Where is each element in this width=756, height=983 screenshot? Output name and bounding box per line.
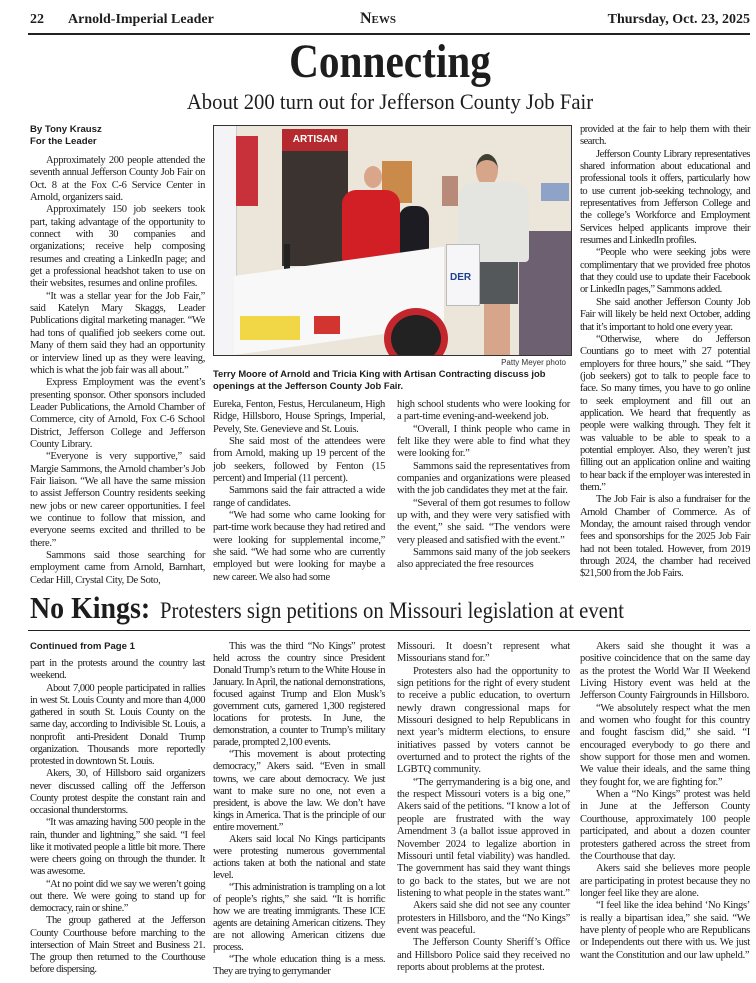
byline — [30, 124, 102, 148]
seated-person — [399, 206, 429, 254]
article-paragraph: high school students who were looking for a part-time evening-and-weekend job. — [397, 399, 570, 423]
story1-column-3 — [397, 399, 570, 572]
article-paragraph: Sammons said the representatives from companies and organizations were pleased with the job candidates they met at the fair. — [397, 460, 570, 497]
article-paragraph: “Otherwise, where do Jefferson Countians go to meet with 27 potential employers for three hours,” she said. “They (job seekers) got to talk to people face to face. So many times, you have to go online to seek employment and fill out an application. We heard that frequently as people were walking through. They felt it was valuable to be able to speak to a potential employer. Also, they weren’t just filling out an application online and waiting to hear back if the employer was interested in them.” — [580, 333, 750, 493]
story1-headline: Connecting — [289, 35, 491, 88]
article-paragraph: “The whole education thing is a mess. They are trying to gerrymander — [213, 954, 385, 978]
article-paragraph: “It was a stellar year for the Job Fair,” said Katelyn Mary Skaggs, Leader Publications digital marketing manager. “We had tons of qualified job seekers come out. Many of them said they had an opportunity or interview lined up as they were leaving, which is what the job fair was all about.” — [30, 290, 205, 376]
publication-name: Arnold-Imperial Leader — [68, 12, 214, 27]
article-paragraph: “This movement is about protecting democracy,” Akers said. “Even in small towns, we care about democracy. We just want to make sure no one, not even a president, is above the law. We don’t have kings in America. That is the principle of our entire movement.” — [213, 749, 385, 833]
article-paragraph: Sammons said those searching for employment came from Arnold, Barnhart, Cedar Hill, Crystal City, De Soto, — [30, 550, 205, 586]
woman-red-shirt — [342, 190, 400, 262]
job-fair-photo — [213, 125, 572, 356]
article-paragraph: Akers said local No Kings participants were protesting numerous governmental actions taken at both the national and state level. — [213, 833, 385, 881]
story2-headline-text: Protesters sign petitions on Missouri legislation at event — [159, 598, 624, 623]
byline-author: By Tony Krausz — [30, 124, 102, 135]
article-paragraph: Akers, 30, of Hillsboro said organizers never discussed calling off the Jefferson County protest despite the constant rain and occasional thunderstorms. — [30, 768, 205, 816]
story2-rule — [28, 630, 750, 631]
tote-bag-text: DER — [450, 272, 472, 283]
article-paragraph: Akers said she thought it was a positive coincidence that on the same day as the protest the World War II Weekend Living History event was held at the Jefferson County Fairgrounds in Hillsboro. — [580, 641, 750, 702]
article-paragraph: When a “No Kings” protest was held in June at the Jefferson County Courthouse, approximately 100 people participated, and about a dozen counter protesters gathered across the street from the Courthouse that day. — [580, 789, 750, 862]
poster — [236, 136, 258, 206]
banner-logo-text: ARTISAN — [292, 134, 338, 145]
article-paragraph: Akers said she did not see any counter protesters in Hillsboro, and the “No Kings” event was peaceful. — [397, 900, 570, 936]
article-paragraph: Akers said she believes more people are participating in protest because they no longer feel like they are alone. — [580, 863, 750, 899]
story1-column-1 — [30, 155, 205, 587]
wall-picture — [541, 183, 569, 201]
article-paragraph: She said most of the attendees were from Arnold, making up 19 percent of the job seekers, followed by Fenton (15 percent) and Imperial (11 percent). — [213, 436, 385, 485]
man-legs — [484, 304, 510, 355]
story1-column-2 — [213, 399, 385, 584]
article-paragraph: Missouri. It doesn’t represent what Missourians stand for.” — [397, 641, 570, 665]
article-paragraph: “Overall, I think people who came in felt like they were able to find what they were looking for.” — [397, 423, 570, 460]
photo-caption: Terry Moore of Arnold and Tricia King with Artisan Contracting discuss job openings at the Jefferson County Job Fair. — [213, 368, 546, 391]
jump-label: Continued from Page 1 — [30, 641, 136, 652]
article-paragraph: Eureka, Fenton, Festus, Herculaneum, High Ridge, Hillsboro, House Springs, Imperial, Pevely, Ste. Genevieve and St. Louis. — [213, 399, 385, 435]
photo-credit: Patty Meyer photo — [501, 358, 566, 367]
article-paragraph: “It was amazing having 500 people in the rain, thunder and lightning,” she said. “I feel like it motivated people a little bit more. There were cheers going on through the thunder. It was awesome. — [30, 817, 205, 878]
article-paragraph: She said another Jefferson County Job Fair will likely be held next October, adding that it’s important to hold one every year. — [580, 296, 750, 333]
wall-picture — [442, 176, 458, 206]
story2-column-4 — [580, 641, 750, 962]
article-paragraph: “Everyone is very supportive,” said Margie Sammons, the Arnold chamber’s Job Fair liaison. “We all have the same mission to assist Jefferson Country residents seeking new jobs or new career opportunities. I feel we continue to follow that mission, and everyone seems excited and thrilled to be there.” — [30, 451, 205, 549]
story2-column-3 — [397, 641, 570, 974]
issue-date: Thursday, Oct. 23, 2025 — [607, 12, 750, 27]
article-paragraph: Protesters also had the opportunity to sign petitions for the right of every student to receive a public education, to overturn newly drawn congressional maps for Missouri designed to help Republicans in next year’s midterm elections, to ensure initiatives passed by voters cannot be overturned and to protect the rights of the LGBTQ community. — [397, 665, 570, 776]
article-paragraph: The Job Fair is also a fundraiser for the Arnold Chamber of Commerce. As of Monday, the amount raised through vendor fees and sponsorships for the 2025 Job Fair had not been totaled. However, from 2019 through 2024, the chamber had received $21,500 from the Job Fairs. — [580, 494, 750, 580]
article-paragraph: The Jefferson County Sheriff’s Office and Hillsboro Police said they received no reports about problems at the protest. — [397, 937, 570, 973]
man-shorts — [476, 262, 518, 304]
article-paragraph: Express Employment was the event’s presenting sponsor. Other sponsors included Leader Publications, the Arnold Chamber of Commerce, city of Arnold, Fox C-6 School District, Jefferson College and Jefferson County Library. — [30, 377, 205, 450]
article-paragraph: “Several of them got resumes to follow up with, and they were very satisfied with the event,” she said. “The vendors were very pleased and satisfied with the event.” — [397, 497, 570, 546]
article-paragraph: The group gathered at the Jefferson County Courthouse before marching to the intersection of Main Street and Business 21. The group then returned to the Courthouse before dispersing. — [30, 915, 205, 976]
article-paragraph: Jefferson County Library representatives shared information about educational and professional tools it offers, particularly how to use current job-seeking technology, and representatives from Jefferson College and the college’s Workforce and Employment Services helped applicants improve their resumes and LinkedIn profiles. — [580, 148, 750, 247]
woman-head — [364, 166, 382, 188]
article-paragraph: About 7,000 people participated in rallies in west St. Louis County and more than 4,000 gathered in south St. Louis County on the same day, according to Indivisible St. Louis, a nonprofit anti-President Donald Trump organization. Thousands more reportedly protested in downtown St. Louis. — [30, 682, 205, 767]
article-paragraph: This was the third “No Kings” protest held across the country since President Donald Trump’s return to the White House in January. In April, the national demonstrations, focused against Trump and Elon Musk’s government cuts, garnered 1,300 registered locations for protests. In June, the demonstration, a counter to Trump’s military parade, prompted 2,100 events. — [213, 641, 385, 749]
article-paragraph: part in the protests around the country last weekend. — [30, 658, 205, 682]
article-paragraph: Sammons said the fair attracted a wide range of candidates. — [213, 485, 385, 509]
story2-column-2 — [213, 641, 385, 978]
story2-headline-lead: No Kings: — [30, 590, 151, 625]
story1-column-4 — [580, 124, 750, 581]
article-paragraph: provided at the fair to help them with their search. — [580, 124, 750, 148]
story2-headline — [30, 590, 675, 632]
article-paragraph: Sammons said many of the job seekers also appreciated the free resources — [397, 547, 570, 571]
section-label: News — [359, 10, 396, 27]
page-number: 22 — [30, 12, 44, 27]
article-paragraph: “People who were seeking jobs were complimentary that we provided free photos that they could use to update their Facebook or LinkedIn pages,” Sammons added. — [580, 247, 750, 296]
byline-org: For the Leader — [30, 136, 97, 147]
article-paragraph: “We had some who came looking for part-time work because they had retired and were looking for supplemental income,” she said. “We had some who are currently employed but were looking for maybe a new career. We also had some — [213, 510, 385, 583]
article-paragraph: Approximately 150 job seekers took part, taking advantage of the opportunity to connect with 30 companies and organizations; receive help composing resumes and creating a LinkedIn page; and get a professional headshot taken to use on their websites, resumes and online profiles. — [30, 204, 205, 290]
article-paragraph: Approximately 200 people attended the seventh annual Jefferson County Job Fair on Oct. 8 at the Fox C-6 Service Center in Arnold, organizers said. — [30, 155, 205, 204]
story1-subheadline: About 200 turn out for Jefferson County Job Fair — [186, 89, 594, 114]
story2-column-1 — [30, 658, 205, 977]
table-folder — [240, 316, 300, 340]
article-paragraph: “At no point did we say we weren’t going out there. We were going to stand up for democracy, rain or shine.” — [30, 878, 205, 914]
article-paragraph: “I feel like the idea behind ‘No Kings’ is really a bipartisan idea,” she said. “We have plenty of people who are Republicans or Independents out there with us. We just want the Constitution and our law upheld.” — [580, 900, 750, 961]
artisan-banner — [282, 129, 348, 266]
article-paragraph: “The gerrymandering is a big one, and the respect Missouri voters is a big one,” Akers said of the petitions. “I know a lot of people are frustrated with the way Amendment 3 (a ballot issue approved in November 2024 to legalize abortion in Missouri until fetal viability) was handled. The government has said they want things to go back to the states, but we are not listening to what people in the states want.” — [397, 776, 570, 899]
table-candy — [314, 316, 340, 334]
article-paragraph: “We absolutely respect what the men and women who fought for this country and fought fascism did,” she said. “I encouraged everybody to go there and show support for those men and women. We value their ideals, and the same thing they fought for, we are fighting for.” — [580, 702, 750, 788]
article-paragraph: “This administration is trampling on a lot of people’s rights,” she said. “It is horrific how we are treating immigrants. These ICE agents are detaining American citizens. They are not allowing American citizens due process. — [213, 881, 385, 954]
